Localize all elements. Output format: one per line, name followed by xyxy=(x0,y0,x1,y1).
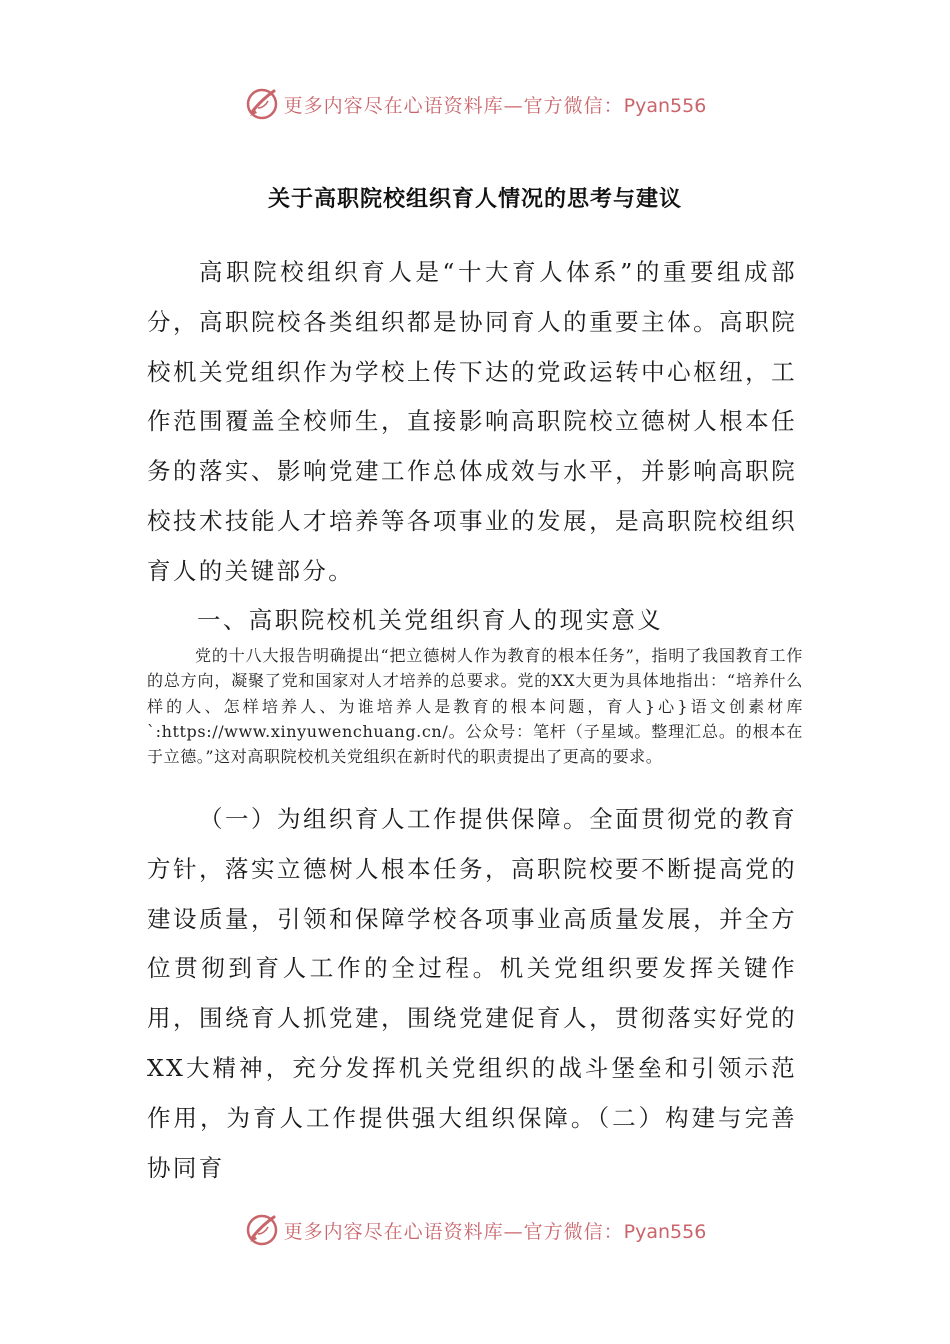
footer-banner xyxy=(0,1208,950,1252)
quoted-paragraph: 党的十八大报告明确提出“把立德树人作为教育的根本任务”，指明了我国教育工作的总方向，凝聚了党和国家对人才培养的总要求。党的XX大更为具体地指出：“培养什么样的人、怎样培养人、为谁培养人是教育的根本问题，育人}心}语文创素材库`:https://www.xinyuwenchuang.cn/。公众号：笔杆（子星域。整理汇总。的根本在于立德。”这对高职院校机关党组织在新时代的职责提出了更高的要求。 xyxy=(147,646,803,767)
pen-logo-icon xyxy=(244,1212,280,1248)
subsection-paragraph: （一）为组织育人工作提供保障。全面贯彻党的教育方针，落实立德树人根本任务，高职院校要不断提高党的建设质量，引领和保障学校各项事业高质量发展，并全方位贯彻到育人工作的全过程。机关党组织要发挥关键作用，围绕育人抓党建，围绕党建促育人，贯彻落实好党的XX大精神，充分发挥机关党组织的战斗堡垒和引领示范作用，为育人工作提供强大组织保障。（二）构建与完善协同育 xyxy=(147,805,797,1182)
footer-wechat-id: Pyan556 xyxy=(623,1220,707,1243)
pen-logo-icon xyxy=(244,86,280,122)
header-wechat-id: Pyan556 xyxy=(623,94,707,117)
header-banner-text: 更多内容尽在心语资料库—官方微信：Pyan556 xyxy=(283,94,707,117)
section-heading: 一、高职院校机关党组织育人的现实意义 xyxy=(197,606,664,634)
intro-paragraph: 高职院校组织育人是“十大育人体系”的重要组成部分，高职院校各类组织都是协同育人的重要主体。高职院校机关党组织作为学校上传下达的党政运转中心枢纽，工作范围覆盖全校师生，直接影响高职院校立德树人根本任务的落实、影响党建工作总体成效与水平，并影响高职院校技术技能人才培养等各项事业的发展，是高职院校组织育人的关键部分。 xyxy=(147,258,797,585)
document-title: 关于高职院校组织育人情况的思考与建议 xyxy=(267,187,682,212)
footer-banner-text: 更多内容尽在心语资料库—官方微信：Pyan556 xyxy=(283,1220,707,1243)
header-banner xyxy=(0,82,950,126)
